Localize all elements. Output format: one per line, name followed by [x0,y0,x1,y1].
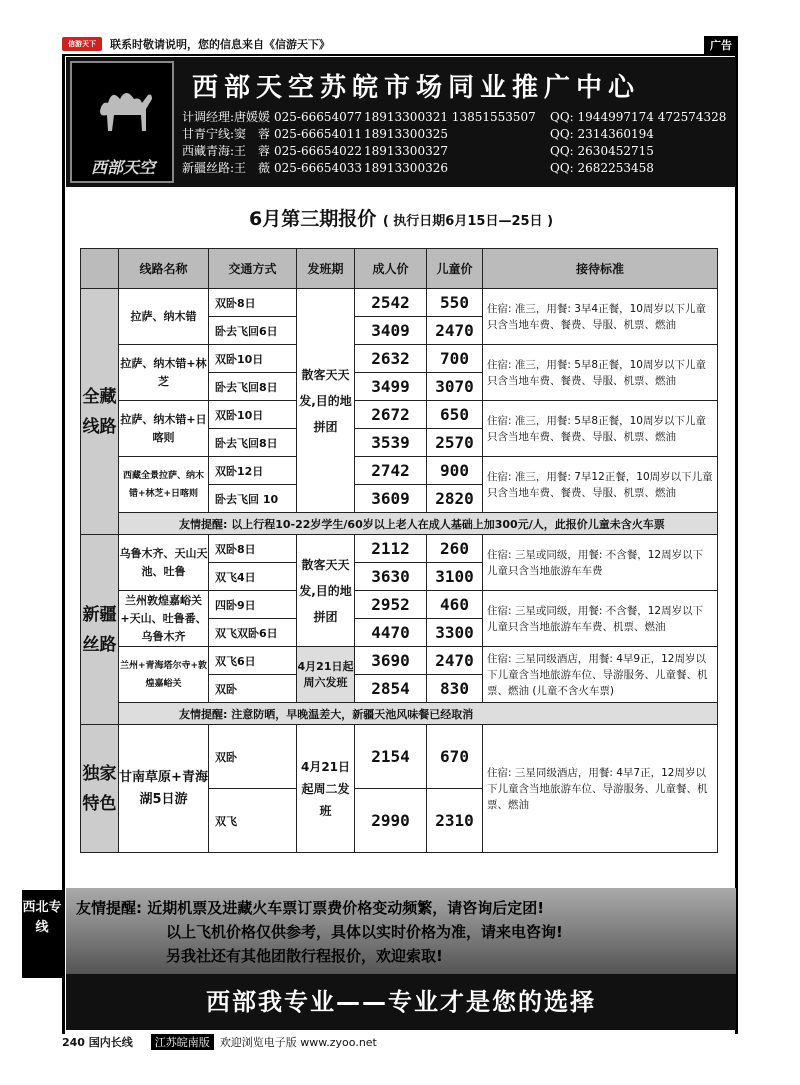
table-cell: 025-66654011 [274,127,363,141]
column-header [81,249,119,289]
table-cell: 住宿: 三星同级酒店，用餐: 4早9正，12周岁以下儿童含当地旅游车位、导游服务、儿童餐、机票、燃油 (儿童不含火车票) [483,647,718,703]
ad-label: 广告 [704,36,738,54]
table-row [81,457,718,485]
table-cell: 双卧10日 [209,401,297,429]
footer-tips: 友情提醒: 近期机票及进藏火车票订票费价格变动频繁，请咨询后定团! 以上飞机价格仅供参考，具体以实时价格为准，请来电咨询! 另我社还有其他团散行程报价，欢迎索取! [66,888,736,974]
table-cell: 2672 [355,401,427,429]
table-cell: 460 [427,591,483,619]
table-cell: 双飞4日 [209,563,297,591]
table-cell: 2854 [355,675,427,703]
agency-title: 西部天空苏皖市场同业推广中心 [192,73,641,103]
table-cell: 2632 [355,345,427,373]
table-cell: 住宿: 三星同级酒店，用餐: 4早7正，12周岁以下儿童含当地旅游车位、导游服务、儿童餐、机票、燃油 [483,725,718,853]
table-cell: 双卧12日 [209,457,297,485]
table-cell: 西藏全景拉萨、纳木错+林芝+日喀则 [119,457,209,513]
table-cell: 拉萨、纳木错+林芝 [119,345,209,401]
table-cell: 025-66654022 [274,144,363,158]
column-header: 线路名称 [119,249,209,289]
table-cell: QQ: 2630452715 [550,144,654,158]
contact-row [182,126,726,143]
table-cell: 双卧 [209,675,297,703]
table-cell [182,143,274,160]
column-header: 交通方式 [209,249,297,289]
table-cell: 025-66654033 [274,161,363,175]
table-cell: 窦 蓉 [234,127,271,141]
table-cell: 260 [427,535,483,563]
table-cell: 住宿: 准三，用餐: 7早12正餐，10周岁以下儿童只含当地车费、餐费、导服、机票、燃油 [483,457,718,513]
table-cell: 拉萨、纳木错 [119,289,209,345]
side-tab: 西北专线 [22,890,62,978]
tip-row [81,513,718,535]
table-cell: 4月21日起周二发班 [297,725,355,853]
edition-label: 江苏皖南版 [151,1034,214,1050]
table-cell: 18913300321 13851553507 [364,110,536,124]
table-cell: 住宿: 准三，用餐: 5早8正餐，10周岁以下儿童只含当地车费、餐费、导服、机票、燃油 [483,401,718,457]
table-cell: 西藏青海: [182,144,235,158]
table-cell: 900 [427,457,483,485]
table-cell: 甘青宁线: [182,127,235,141]
table-cell: 2570 [427,429,483,457]
agency-header [66,57,736,187]
table-cell: 670 [427,725,483,789]
table-cell: 2154 [355,725,427,789]
table-cell: 双卧 [209,725,297,789]
table-cell: 计调经理: [182,110,235,124]
table-cell: 3100 [427,563,483,591]
table-row [81,725,718,789]
period-sub: ( 执行日期6月15日—25日 ) [382,214,554,229]
table-row [81,401,718,429]
camel-icon [92,81,158,135]
page-footer [62,1034,738,1050]
table-cell: 双飞 [209,789,297,853]
table-cell: 甘南草原+青海湖5日游 [119,725,209,853]
emblem-name: 西部天空 [90,158,155,177]
top-rule [62,54,738,56]
table-cell: 散客天天发,目的地拼团 [297,289,355,513]
camel-emblem [70,61,174,183]
group-label: 独家特色 [81,725,119,853]
table-cell: 2820 [427,485,483,513]
table-cell: 3070 [427,373,483,401]
table-row [81,647,718,675]
table-cell: 双卧8日 [209,535,297,563]
table-cell: 兰州敦煌嘉峪关+天山、吐鲁番、乌鲁木齐 [119,591,209,647]
contact-row [182,109,726,126]
table-row [81,289,718,317]
table-row [81,591,718,619]
table-cell: 住宿: 准三，用餐: 5早8正餐，10周岁以下儿童只含当地车费、餐费、导服、机票、燃油 [483,345,718,401]
table-cell: 王 蓉 [234,144,271,158]
table-cell: 550 [427,289,483,317]
table-cell: 友情提醒: 注意防晒，早晚温差大，新疆天池风味餐已经取消 [119,703,718,725]
table-cell: 2952 [355,591,427,619]
table-cell: 唐媛媛 [234,110,271,124]
group-label: 全藏线路 [81,289,119,535]
table-cell: 830 [427,675,483,703]
table-cell: 2990 [355,789,427,853]
table-cell: 18913300327 [364,144,448,158]
table-cell: 2112 [355,535,427,563]
table-cell: 3499 [355,373,427,401]
table-cell: 兰州+青海塔尔寺+敦煌嘉峪关 [119,647,209,703]
group-label: 新疆丝路 [81,535,119,725]
table-cell: 住宿: 三星或同级，用餐: 不含餐，12周岁以下儿童只含当地旅游车车费 [483,535,718,591]
source-note: 联系时敬请说明，您的信息来自《信游天下》 [110,38,330,51]
table-cell: 3409 [355,317,427,345]
table-cell: 乌鲁木齐、天山天池、吐鲁 [119,535,209,591]
table-row [81,345,718,373]
contact-row [182,143,726,160]
period-title: 6月第三期报价 [248,208,377,230]
table-header [81,249,718,289]
table-cell: 2470 [427,317,483,345]
table-cell: 友情提醒: 以上行程10-22岁学生/60岁以上老人在成人基础上加300元/人，此报价儿童未含火车票 [119,513,718,535]
table-cell: 四卧9日 [209,591,297,619]
table-cell: 卧去飞回6日 [209,317,297,345]
column-header: 发班期 [297,249,355,289]
table-cell [182,109,274,126]
contact-row [182,160,726,177]
price-period [66,190,736,234]
table-cell: 3539 [355,429,427,457]
table-cell: 卧去飞回8日 [209,429,297,457]
table-row [81,535,718,563]
top-bar [62,34,738,54]
column-header: 接待标准 [483,249,718,289]
column-header: 儿童价 [427,249,483,289]
table-cell: 4470 [355,619,427,647]
brand-logo: 信游天下 [62,37,102,51]
table-cell: 650 [427,401,483,429]
table-cell: 3630 [355,563,427,591]
table-cell: 双卧8日 [209,289,297,317]
website-link[interactable]: 欢迎浏览电子版 www.zyoo.net [219,1036,377,1049]
table-cell: 住宿: 准三，用餐: 3早4正餐，10周岁以下儿童只含当地车费、餐费、导服、机票、燃油 [483,289,718,345]
table-cell [182,126,274,143]
tip-row [81,703,718,725]
table-cell: 3300 [427,619,483,647]
table-cell: QQ: 2682253458 [550,161,654,175]
table-cell: 4月21日起周六发班 [297,647,355,703]
contact-list [182,109,726,177]
table-cell: 拉萨、纳木错+日喀则 [119,401,209,457]
table-cell: 025-66654077 [274,110,363,124]
table-cell: 18913300326 [364,161,448,175]
table-cell: 双卧10日 [209,345,297,373]
price-table [80,248,718,853]
table-cell: 18913300325 [364,127,448,141]
table-cell: 新疆丝路: [182,161,235,175]
table-cell: 王 薇 [234,161,271,175]
table-cell: 3609 [355,485,427,513]
table-cell: 2542 [355,289,427,317]
table-cell: 散客天天发,目的地拼团 [297,535,355,647]
slogan: 西部我专业——专业才是您的选择 [66,974,736,1030]
table-cell: 住宿: 三星或同级，用餐: 不含餐，12周岁以下儿童只含当地旅游车车费、机票、燃油 [483,591,718,647]
table-cell: QQ: 1944997174 472574328 [550,110,727,124]
table-cell: 卧去飞回8日 [209,373,297,401]
table-cell: 3690 [355,647,427,675]
left-rule [62,54,65,1034]
page-number: 240 国内长线 [62,1036,133,1049]
table-cell: 2470 [427,647,483,675]
table-cell: 卧去飞回 10 [209,485,297,513]
table-cell: 700 [427,345,483,373]
column-header: 成人价 [355,249,427,289]
table-cell: 2310 [427,789,483,853]
table-cell: 双飞6日 [209,647,297,675]
table-cell: 2742 [355,457,427,485]
table-cell [182,160,274,177]
table-cell: 双飞双卧6日 [209,619,297,647]
table-cell: QQ: 2314360194 [550,127,654,141]
